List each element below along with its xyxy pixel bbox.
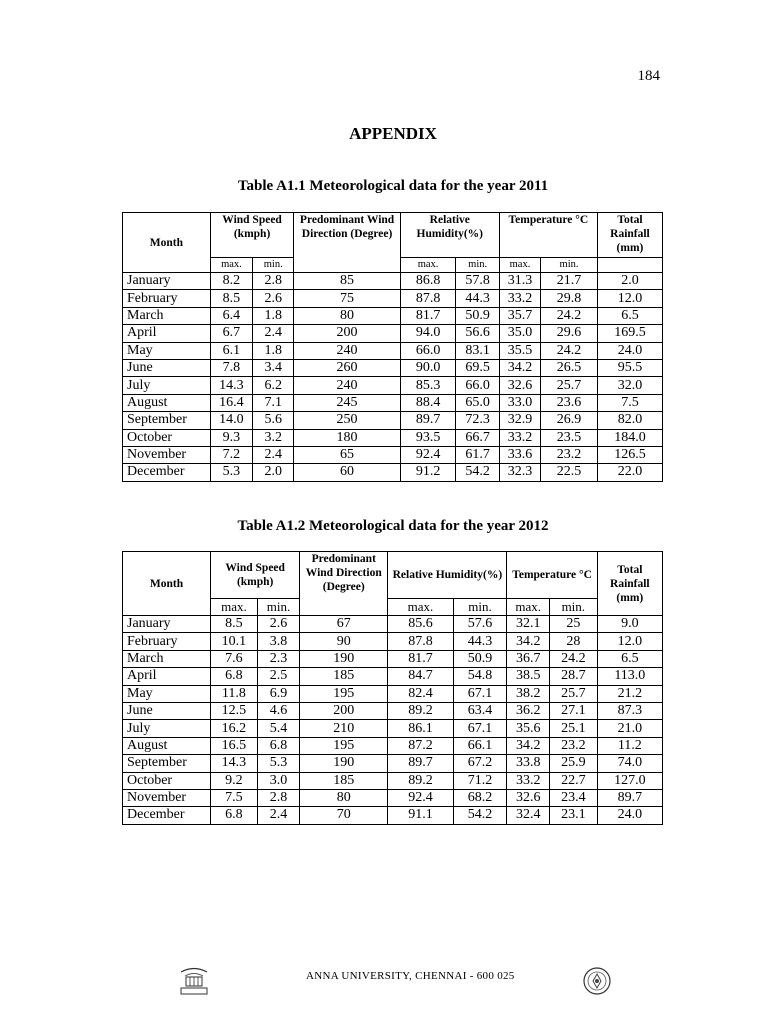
- temperature-max-cell: 38.5: [507, 668, 549, 685]
- temperature-max-cell: 32.3: [499, 464, 540, 481]
- wind-speed-min-cell: 2.8: [257, 789, 300, 806]
- wind-speed-min-cell: 3.4: [253, 359, 294, 376]
- university-seal-icon: [582, 966, 612, 996]
- wind-speed-max-cell: 14.3: [211, 755, 258, 772]
- month-cell: October: [123, 429, 211, 446]
- page-number: 184: [637, 68, 660, 84]
- rainfall-cell: 184.0: [597, 429, 662, 446]
- humidity-header: Relative Humidity(%): [400, 213, 499, 258]
- humidity-max-cell: 89.2: [388, 772, 453, 789]
- temperature-min-cell: 23.2: [541, 446, 598, 463]
- temperature-max-cell: 31.3: [499, 273, 540, 290]
- rainfall-cell: 74.0: [597, 755, 662, 772]
- table-row: [123, 307, 663, 324]
- table-row: [123, 377, 663, 394]
- wind-speed-min-cell: 2.4: [257, 807, 300, 824]
- temperature-max-cell: 35.6: [507, 720, 549, 737]
- temperature-max-cell: 34.2: [507, 633, 549, 650]
- wind-speed-min-cell: 6.2: [253, 377, 294, 394]
- rainfall-cell: 21.2: [597, 685, 662, 702]
- wind-speed-max-cell: 7.6: [211, 650, 258, 667]
- humidity-min-cell: 57.6: [453, 616, 507, 633]
- humidity-min-cell: 54.2: [453, 807, 507, 824]
- wind-speed-min-cell: 2.5: [257, 668, 300, 685]
- wind-speed-max-cell: 16.4: [210, 394, 252, 411]
- month-cell: February: [123, 633, 211, 650]
- rainfall-cell: 126.5: [597, 446, 662, 463]
- wind-speed-max-cell: 9.3: [210, 429, 252, 446]
- wind-direction-cell: 260: [294, 359, 400, 376]
- temperature-header: Temperature °C: [507, 552, 597, 599]
- humidity-max-cell: 66.0: [400, 342, 456, 359]
- wind-speed-max-cell: 8.2: [210, 273, 252, 290]
- table-row: [123, 668, 663, 685]
- wind-speed-header: Wind Speed (kmph): [211, 552, 300, 599]
- rainfall-sub-header: [597, 258, 662, 273]
- table-row: [123, 464, 663, 481]
- temperature-max-cell: 34.2: [507, 737, 549, 754]
- wind-speed-max-header: max.: [210, 258, 252, 273]
- wind-speed-min-cell: 2.8: [253, 273, 294, 290]
- wind-speed-max-cell: 7.2: [210, 446, 252, 463]
- temperature-min-cell: 23.5: [541, 429, 598, 446]
- wind-direction-cell: 210: [300, 720, 388, 737]
- wind-direction-cell: 185: [300, 668, 388, 685]
- rainfall-cell: 12.0: [597, 290, 662, 307]
- wind-speed-min-cell: 6.8: [257, 737, 300, 754]
- wind-direction-cell: 195: [300, 685, 388, 702]
- wind-direction-cell: 190: [300, 755, 388, 772]
- temperature-max-cell: 32.6: [507, 789, 549, 806]
- table-row: [123, 737, 663, 754]
- wind-direction-cell: 60: [294, 464, 400, 481]
- temperature-min-cell: 22.5: [541, 464, 598, 481]
- table-row: [123, 412, 663, 429]
- wind-speed-min-cell: 1.8: [253, 342, 294, 359]
- table-row: [123, 650, 663, 667]
- wind-speed-max-cell: 8.5: [210, 290, 252, 307]
- temperature-min-cell: 29.6: [541, 325, 598, 342]
- rainfall-cell: 24.0: [597, 342, 662, 359]
- humidity-min-cell: 66.1: [453, 737, 507, 754]
- table-caption-2011: Table A1.1 Meteorological data for the year 2011: [237, 178, 549, 194]
- rainfall-cell: 89.7: [597, 789, 662, 806]
- temperature-min-cell: 21.7: [541, 273, 598, 290]
- temperature-max-cell: 32.6: [499, 377, 540, 394]
- rainfall-cell: 32.0: [597, 377, 662, 394]
- wind-speed-min-cell: 7.1: [253, 394, 294, 411]
- table-row: [123, 359, 663, 376]
- humidity-min-cell: 68.2: [453, 789, 507, 806]
- rainfall-cell: 21.0: [597, 720, 662, 737]
- wind-speed-max-cell: 8.5: [211, 616, 258, 633]
- wind-speed-max-cell: 14.3: [210, 377, 252, 394]
- wind-direction-cell: 245: [294, 394, 400, 411]
- wind-speed-min-header: min.: [257, 599, 300, 616]
- table-row: [123, 789, 663, 806]
- month-cell: May: [123, 342, 211, 359]
- wind-speed-min-cell: 5.6: [253, 412, 294, 429]
- wind-speed-max-cell: 6.1: [210, 342, 252, 359]
- page-footer: [0, 966, 768, 996]
- temperature-min-cell: 29.8: [541, 290, 598, 307]
- wind-speed-min-cell: 3.0: [257, 772, 300, 789]
- wind-speed-min-cell: 5.4: [257, 720, 300, 737]
- humidity-max-cell: 84.7: [388, 668, 453, 685]
- temperature-max-header: max.: [499, 258, 540, 273]
- humidity-min-cell: 61.7: [456, 446, 499, 463]
- month-cell: March: [123, 650, 211, 667]
- humidity-max-cell: 89.7: [388, 755, 453, 772]
- temperature-max-cell: 35.5: [499, 342, 540, 359]
- wind-speed-max-cell: 9.2: [211, 772, 258, 789]
- month-cell: September: [123, 755, 211, 772]
- rainfall-cell: 113.0: [597, 668, 662, 685]
- humidity-max-cell: 89.7: [400, 412, 456, 429]
- temperature-max-cell: 38.2: [507, 685, 549, 702]
- table-row: [123, 616, 663, 633]
- rainfall-cell: 24.0: [597, 807, 662, 824]
- wind-speed-min-cell: 5.3: [257, 755, 300, 772]
- humidity-min-cell: 56.6: [456, 325, 499, 342]
- humidity-min-cell: 63.4: [453, 702, 507, 719]
- humidity-max-cell: 92.4: [388, 789, 453, 806]
- temperature-min-cell: 25.9: [549, 755, 597, 772]
- month-cell: November: [123, 446, 211, 463]
- wind-direction-header: Predominant Wind Direction (Degree): [300, 552, 388, 616]
- temperature-min-cell: 28: [549, 633, 597, 650]
- table-row: [123, 633, 663, 650]
- wind-speed-max-cell: 10.1: [211, 633, 258, 650]
- table-row: [123, 755, 663, 772]
- temperature-min-cell: 25.1: [549, 720, 597, 737]
- temperature-max-cell: 33.6: [499, 446, 540, 463]
- humidity-min-header: min.: [456, 258, 499, 273]
- humidity-max-cell: 82.4: [388, 685, 453, 702]
- humidity-min-cell: 44.3: [453, 633, 507, 650]
- wind-speed-min-header: min.: [253, 258, 294, 273]
- wind-speed-min-cell: 2.4: [253, 325, 294, 342]
- wind-speed-min-cell: 6.9: [257, 685, 300, 702]
- rainfall-cell: 127.0: [597, 772, 662, 789]
- wind-speed-max-cell: 16.2: [211, 720, 258, 737]
- humidity-max-cell: 92.4: [400, 446, 456, 463]
- wind-direction-cell: 240: [294, 377, 400, 394]
- wind-direction-cell: 250: [294, 412, 400, 429]
- month-cell: September: [123, 412, 211, 429]
- wind-direction-header: Predominant Wind Direction (Degree): [294, 213, 400, 273]
- temperature-min-header: min.: [549, 599, 597, 616]
- month-cell: June: [123, 702, 211, 719]
- footer-text: ANNA UNIVERSITY, CHENNAI - 600 025: [306, 970, 515, 982]
- humidity-max-cell: 93.5: [400, 429, 456, 446]
- month-cell: August: [123, 394, 211, 411]
- temperature-max-cell: 35.0: [499, 325, 540, 342]
- month-cell: August: [123, 737, 211, 754]
- temperature-min-cell: 22.7: [549, 772, 597, 789]
- humidity-max-cell: 81.7: [400, 307, 456, 324]
- wind-speed-min-cell: 2.4: [253, 446, 294, 463]
- temperature-min-cell: 25: [549, 616, 597, 633]
- wind-direction-cell: 195: [300, 737, 388, 754]
- month-cell: April: [123, 325, 211, 342]
- temperature-min-cell: 26.5: [541, 359, 598, 376]
- rainfall-cell: 2.0: [597, 273, 662, 290]
- humidity-min-cell: 72.3: [456, 412, 499, 429]
- temperature-header: Temperature °C: [499, 213, 597, 258]
- temperature-max-cell: 34.2: [499, 359, 540, 376]
- wind-speed-max-cell: 6.8: [211, 807, 258, 824]
- temperature-min-cell: 24.2: [541, 307, 598, 324]
- wind-speed-max-cell: 6.7: [210, 325, 252, 342]
- rainfall-cell: 95.5: [597, 359, 662, 376]
- table-row: [123, 290, 663, 307]
- wind-direction-cell: 80: [300, 789, 388, 806]
- wind-speed-header: Wind Speed (kmph): [210, 213, 294, 258]
- humidity-max-cell: 85.6: [388, 616, 453, 633]
- humidity-max-cell: 88.4: [400, 394, 456, 411]
- wind-speed-min-cell: 4.6: [257, 702, 300, 719]
- humidity-max-cell: 91.2: [400, 464, 456, 481]
- rainfall-cell: 87.3: [597, 702, 662, 719]
- rainfall-cell: 12.0: [597, 633, 662, 650]
- wind-speed-min-cell: 2.6: [257, 616, 300, 633]
- month-cell: April: [123, 668, 211, 685]
- temperature-min-cell: 26.9: [541, 412, 598, 429]
- wind-direction-cell: 90: [300, 633, 388, 650]
- rainfall-cell: 6.5: [597, 307, 662, 324]
- month-cell: July: [123, 720, 211, 737]
- temperature-max-header: max.: [507, 599, 549, 616]
- rainfall-cell: 9.0: [597, 616, 662, 633]
- humidity-min-cell: 65.0: [456, 394, 499, 411]
- month-cell: March: [123, 307, 211, 324]
- wind-direction-cell: 70: [300, 807, 388, 824]
- wind-direction-cell: 185: [300, 772, 388, 789]
- wind-speed-min-cell: 2.0: [253, 464, 294, 481]
- wind-speed-max-cell: 14.0: [210, 412, 252, 429]
- wind-speed-min-cell: 2.6: [253, 290, 294, 307]
- wind-speed-max-cell: 6.8: [211, 668, 258, 685]
- month-cell: January: [123, 273, 211, 290]
- rainfall-header: Total Rainfall (mm): [597, 552, 662, 616]
- wind-direction-cell: 200: [300, 702, 388, 719]
- table-caption-2012: Table A1.2 Meteorological data for the year 2012: [237, 518, 549, 534]
- wind-direction-cell: 240: [294, 342, 400, 359]
- humidity-min-cell: 67.1: [453, 685, 507, 702]
- temperature-min-cell: 28.7: [549, 668, 597, 685]
- humidity-max-cell: 94.0: [400, 325, 456, 342]
- humidity-min-cell: 50.9: [456, 307, 499, 324]
- temperature-max-cell: 33.2: [499, 429, 540, 446]
- temperature-max-cell: 36.2: [507, 702, 549, 719]
- temperature-min-cell: 25.7: [549, 685, 597, 702]
- table-row: [123, 446, 663, 463]
- month-cell: July: [123, 377, 211, 394]
- table-row: [123, 772, 663, 789]
- rainfall-cell: 11.2: [597, 737, 662, 754]
- humidity-max-cell: 87.8: [400, 290, 456, 307]
- humidity-max-header: max.: [388, 599, 453, 616]
- temperature-min-cell: 23.4: [549, 789, 597, 806]
- humidity-header: Relative Humidity(%): [388, 552, 507, 599]
- wind-direction-cell: 65: [294, 446, 400, 463]
- month-cell: May: [123, 685, 211, 702]
- humidity-min-cell: 66.7: [456, 429, 499, 446]
- wind-speed-min-cell: 2.3: [257, 650, 300, 667]
- wind-direction-cell: 67: [300, 616, 388, 633]
- temperature-min-cell: 24.2: [549, 650, 597, 667]
- wind-direction-cell: 80: [294, 307, 400, 324]
- month-cell: June: [123, 359, 211, 376]
- temperature-min-cell: 27.1: [549, 702, 597, 719]
- humidity-min-cell: 83.1: [456, 342, 499, 359]
- rainfall-cell: 22.0: [597, 464, 662, 481]
- temperature-max-cell: 35.7: [499, 307, 540, 324]
- humidity-min-cell: 66.0: [456, 377, 499, 394]
- humidity-min-cell: 69.5: [456, 359, 499, 376]
- wind-speed-max-cell: 12.5: [211, 702, 258, 719]
- humidity-min-cell: 71.2: [453, 772, 507, 789]
- humidity-max-cell: 81.7: [388, 650, 453, 667]
- humidity-max-cell: 86.1: [388, 720, 453, 737]
- humidity-max-cell: 91.1: [388, 807, 453, 824]
- wind-speed-max-header: max.: [211, 599, 258, 616]
- wind-speed-max-cell: 11.8: [211, 685, 258, 702]
- humidity-min-cell: 67.2: [453, 755, 507, 772]
- temperature-min-cell: 25.7: [541, 377, 598, 394]
- month-header: Month: [123, 552, 211, 616]
- temperature-max-cell: 33.2: [507, 772, 549, 789]
- temperature-min-cell: 24.2: [541, 342, 598, 359]
- month-cell: December: [123, 464, 211, 481]
- wind-direction-cell: 75: [294, 290, 400, 307]
- wind-speed-min-cell: 1.8: [253, 307, 294, 324]
- temperature-max-cell: 32.1: [507, 616, 549, 633]
- wind-direction-cell: 190: [300, 650, 388, 667]
- temperature-max-cell: 33.2: [499, 290, 540, 307]
- page-heading: APPENDIX: [349, 124, 437, 143]
- month-header: Month: [123, 213, 211, 273]
- wind-speed-max-cell: 6.4: [210, 307, 252, 324]
- table-row: [123, 325, 663, 342]
- humidity-min-cell: 57.8: [456, 273, 499, 290]
- month-cell: February: [123, 290, 211, 307]
- humidity-max-cell: 87.2: [388, 737, 453, 754]
- wind-speed-min-cell: 3.8: [257, 633, 300, 650]
- temperature-max-cell: 32.9: [499, 412, 540, 429]
- rainfall-cell: 7.5: [597, 394, 662, 411]
- temperature-max-cell: 32.4: [507, 807, 549, 824]
- table-row: [123, 685, 663, 702]
- table-row: [123, 394, 663, 411]
- humidity-min-cell: 44.3: [456, 290, 499, 307]
- wind-speed-max-cell: 7.8: [210, 359, 252, 376]
- table-row: [123, 720, 663, 737]
- wind-direction-cell: 180: [294, 429, 400, 446]
- wind-speed-max-cell: 16.5: [211, 737, 258, 754]
- month-cell: October: [123, 772, 211, 789]
- wind-speed-max-cell: 5.3: [210, 464, 252, 481]
- month-cell: January: [123, 616, 211, 633]
- meteorological-table-2012: [122, 551, 663, 825]
- wind-direction-cell: 200: [294, 325, 400, 342]
- rainfall-cell: 82.0: [597, 412, 662, 429]
- humidity-min-header: min.: [453, 599, 507, 616]
- humidity-min-cell: 50.9: [453, 650, 507, 667]
- rainfall-header: Total Rainfall (mm): [597, 213, 662, 258]
- temperature-min-cell: 23.1: [549, 807, 597, 824]
- month-cell: December: [123, 807, 211, 824]
- humidity-max-header: max.: [400, 258, 456, 273]
- month-cell: November: [123, 789, 211, 806]
- table-row: [123, 807, 663, 824]
- temperature-min-header: min.: [541, 258, 598, 273]
- rainfall-cell: 6.5: [597, 650, 662, 667]
- humidity-max-cell: 87.8: [388, 633, 453, 650]
- humidity-max-cell: 90.0: [400, 359, 456, 376]
- university-emblem-icon: [177, 966, 211, 996]
- temperature-max-cell: 33.0: [499, 394, 540, 411]
- wind-speed-max-cell: 7.5: [211, 789, 258, 806]
- rainfall-cell: 169.5: [597, 325, 662, 342]
- humidity-max-cell: 86.8: [400, 273, 456, 290]
- table-row: [123, 273, 663, 290]
- wind-direction-cell: 85: [294, 273, 400, 290]
- table-row: [123, 702, 663, 719]
- temperature-max-cell: 36.7: [507, 650, 549, 667]
- humidity-max-cell: 89.2: [388, 702, 453, 719]
- table-row: [123, 429, 663, 446]
- humidity-min-cell: 67.1: [453, 720, 507, 737]
- temperature-min-cell: 23.6: [541, 394, 598, 411]
- wind-speed-min-cell: 3.2: [253, 429, 294, 446]
- temperature-max-cell: 33.8: [507, 755, 549, 772]
- humidity-min-cell: 54.8: [453, 668, 507, 685]
- humidity-max-cell: 85.3: [400, 377, 456, 394]
- table-row: [123, 342, 663, 359]
- meteorological-table-2011: [122, 212, 663, 482]
- humidity-min-cell: 54.2: [456, 464, 499, 481]
- temperature-min-cell: 23.2: [549, 737, 597, 754]
